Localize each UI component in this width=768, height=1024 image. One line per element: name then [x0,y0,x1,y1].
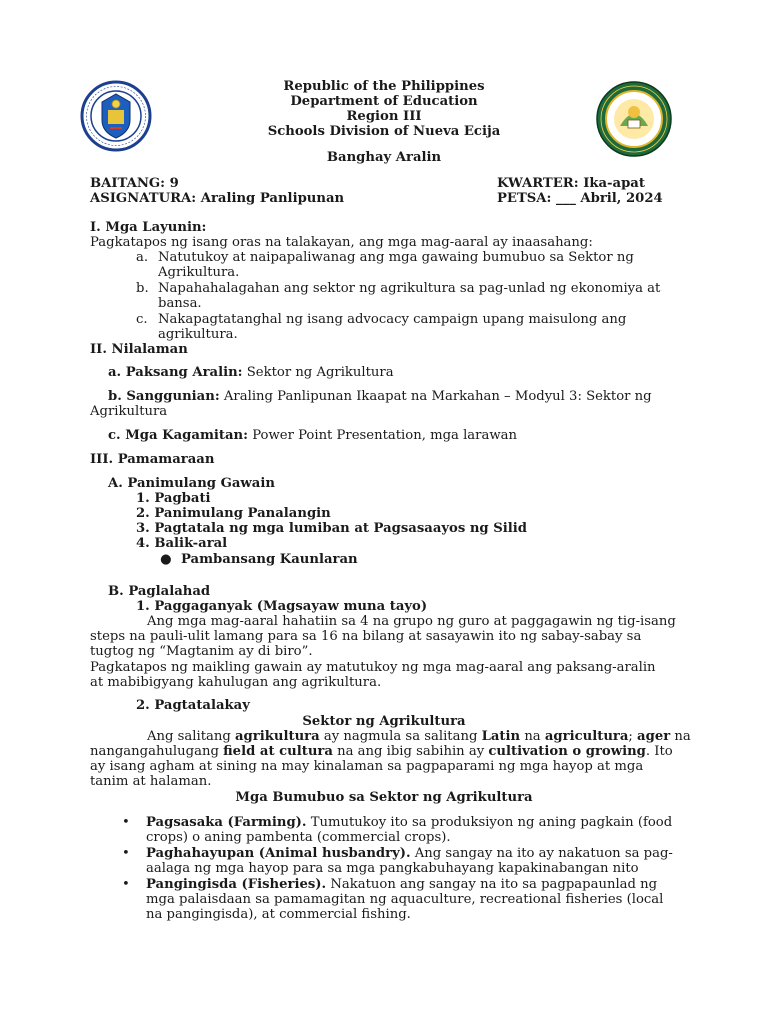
def-text: nangangahulugang [90,744,224,759]
division-seal-logo [595,80,673,158]
gawain-item-4: 4. Balik-aral [136,536,228,551]
layunin-a-line1: Natutukoy at naipapaliwanag ang mga gawaing bumubuo sa Sektor ng [158,250,634,265]
paggaganyak-para2-line2: at mabibigyang kahulugan ang agrikultura. [90,675,382,690]
deped-seal-logo [80,80,152,152]
layunin-heading: I. Mga Layunin: [90,220,207,235]
petsa-label: PETSA: [497,191,552,206]
def-text: ; [628,729,638,744]
def-term-ager: ager [637,729,671,744]
asignatura-label: ASIGNATURA: [90,191,197,206]
kwarter-label: KWARTER: [497,176,579,191]
layunin-letter-a: a. [136,250,149,265]
bumubuo-desc: Nakatuon ang sangay na ito sa pagpapaunlad ng [326,877,658,892]
def-text: na ang ibig sabihin ay [332,744,489,759]
header-region: Region III [346,109,422,124]
gawain-item-1: 1. Pagbati [136,491,211,506]
kagamitan-value: Power Point Presentation, mga larawan [252,428,517,443]
sanggunian-value: Araling Panlipunan Ikaapat na Markahan – Modyul 3: Sektor ng [223,389,652,404]
bumubuo-term: Pangingisda (Fisheries). [146,877,327,892]
paggaganyak-para-line1: Ang mga mag-aaral hahatiin sa 4 na grupo ng guro at paggagawin ng tig-isang [147,614,676,629]
def-text: na [670,729,691,744]
bumubuo-item-3-line2: mga palaisdaan sa pamamagitan ng aquaculture, recreational fisheries (local [146,892,664,907]
header-block [190,79,578,139]
definition-line3: ay isang agham at sining na may kinalaman sa pagpaparami ng mga hayop at mga [90,759,644,774]
paggaganyak-para2-line1: Pagkatapos ng maikling gawain ay matutukoy ng mga mag-aaral ang paksang-aralin [90,660,656,675]
sanggunian-row [108,389,652,404]
baitang-value: 9 [169,176,179,191]
kagamitan-row [108,428,517,443]
header-department: Department of Education [290,94,478,109]
bumubuo-desc: Ang sangay na ito ay nakatuon sa pag- [410,846,673,861]
nilalaman-heading: II. Nilalaman [90,342,188,357]
paggaganyak-para-line3: tugtog ng “Magtanim ay di biro”. [90,644,313,659]
definition-line4: tanim at halaman. [90,774,212,789]
bumubuo-desc: Tumutukoy ito sa produksiyon ng aning pagkain (food [306,815,673,830]
layunin-c-line1: Nakapagtatanghal ng isang advocacy campaign upang maisulong ang [158,312,627,327]
bumubuo-title: Mga Bumubuo sa Sektor ng Agrikultura [235,790,533,805]
bullet-icon: ● [160,552,172,567]
panimulang-gawain-heading: A. Panimulang Gawain [108,476,275,491]
baitang-row [90,176,179,191]
bumubuo-item-3-line1 [146,877,657,892]
bumubuo-term: Paghahayupan (Animal husbandry). [146,846,411,861]
bumubuo-item-3-line3: na pangingisda), at commercial fishing. [146,907,411,922]
bumubuo-item-1-line2: crops) o aning pambenta (commercial crops). [146,830,451,845]
balik-aral-sub-item: Pambansang Kaunlaran [181,552,358,567]
bumubuo-term: Pagsasaka (Farming). [146,815,307,830]
def-term-agricultura: agricultura [544,729,629,744]
baitang-label: BAITANG: [90,176,166,191]
layunin-a-line2: Agrikultura. [158,265,240,280]
sanggunian-label: b. Sanggunian: [108,389,220,404]
paksa-label: a. Paksang Aralin: [108,365,243,380]
definition-line2 [90,744,673,759]
bullet-icon: • [122,877,130,892]
def-term-latin: Latin [481,729,521,744]
def-term-cultivation: cultivation o growing [488,744,646,759]
header-republic: Republic of the Philippines [283,79,485,94]
gawain-item-3: 3. Pagtatala ng mga lumiban at Pagsasaayos ng Silid [136,521,528,536]
asignatura-value: Araling Panlipunan [200,191,345,206]
def-term-field-cultura: field at cultura [223,744,333,759]
definition-line1 [147,729,691,744]
layunin-b-line1: Napahahalagahan ang sektor ng agrikultura sa pag-unlad ng ekonomiya at [158,281,661,296]
bumubuo-item-2-line1 [146,846,673,861]
paggaganyak-para-line2: steps na pauli-ulit lamang para sa 16 na bilang at sasayawin ito ng sabay-sabay sa [90,629,642,644]
petsa-value: ___ Abril, 2024 [556,191,663,206]
kwarter-value: Ika-apat [583,176,645,191]
layunin-letter-c: c. [136,312,148,327]
paglalahad-heading: B. Paglalahad [108,584,211,599]
sanggunian-value-cont: Agrikultura [90,404,168,419]
def-term-agrikultura: agrikultura [235,729,320,744]
pamamaraan-heading: III. Pamamaraan [90,452,215,467]
sektor-title: Sektor ng Agrikultura [302,714,466,729]
bullet-icon: • [122,846,130,861]
paksa-value: Sektor ng Agrikultura [246,365,394,380]
asignatura-row [90,191,344,206]
petsa-row [497,191,663,206]
layunin-b-line2: bansa. [158,296,202,311]
def-text: ay nagmula sa salitang [319,729,482,744]
def-text: . Ito [645,744,673,759]
document-title: Banghay Aralin [326,150,442,165]
kagamitan-label: c. Mga Kagamitan: [108,428,248,443]
paksa-row [108,365,394,380]
layunin-letter-b: b. [136,281,149,296]
layunin-c-line2: agrikultura. [158,327,238,342]
bumubuo-item-1-line1 [146,815,672,830]
def-text: na [520,729,545,744]
gawain-item-2: 2. Panimulang Panalangin [136,506,331,521]
kwarter-row [497,176,645,191]
layunin-intro: Pagkatapos ng isang oras na talakayan, ang mga mag-aaral ay inaasahang: [90,235,593,250]
pagtatalakay-heading: 2. Pagtatalakay [136,698,250,713]
paggaganyak-heading: 1. Paggaganyak (Magsayaw muna tayo) [136,599,428,614]
def-text: Ang salitang [147,729,236,744]
bullet-icon: • [122,815,130,830]
header-division: Schools Division of Nueva Ecija [267,124,501,139]
bumubuo-item-2-line2: aalaga ng mga hayop para sa mga pangkabuhayang kapakinabangan nito [146,861,639,876]
